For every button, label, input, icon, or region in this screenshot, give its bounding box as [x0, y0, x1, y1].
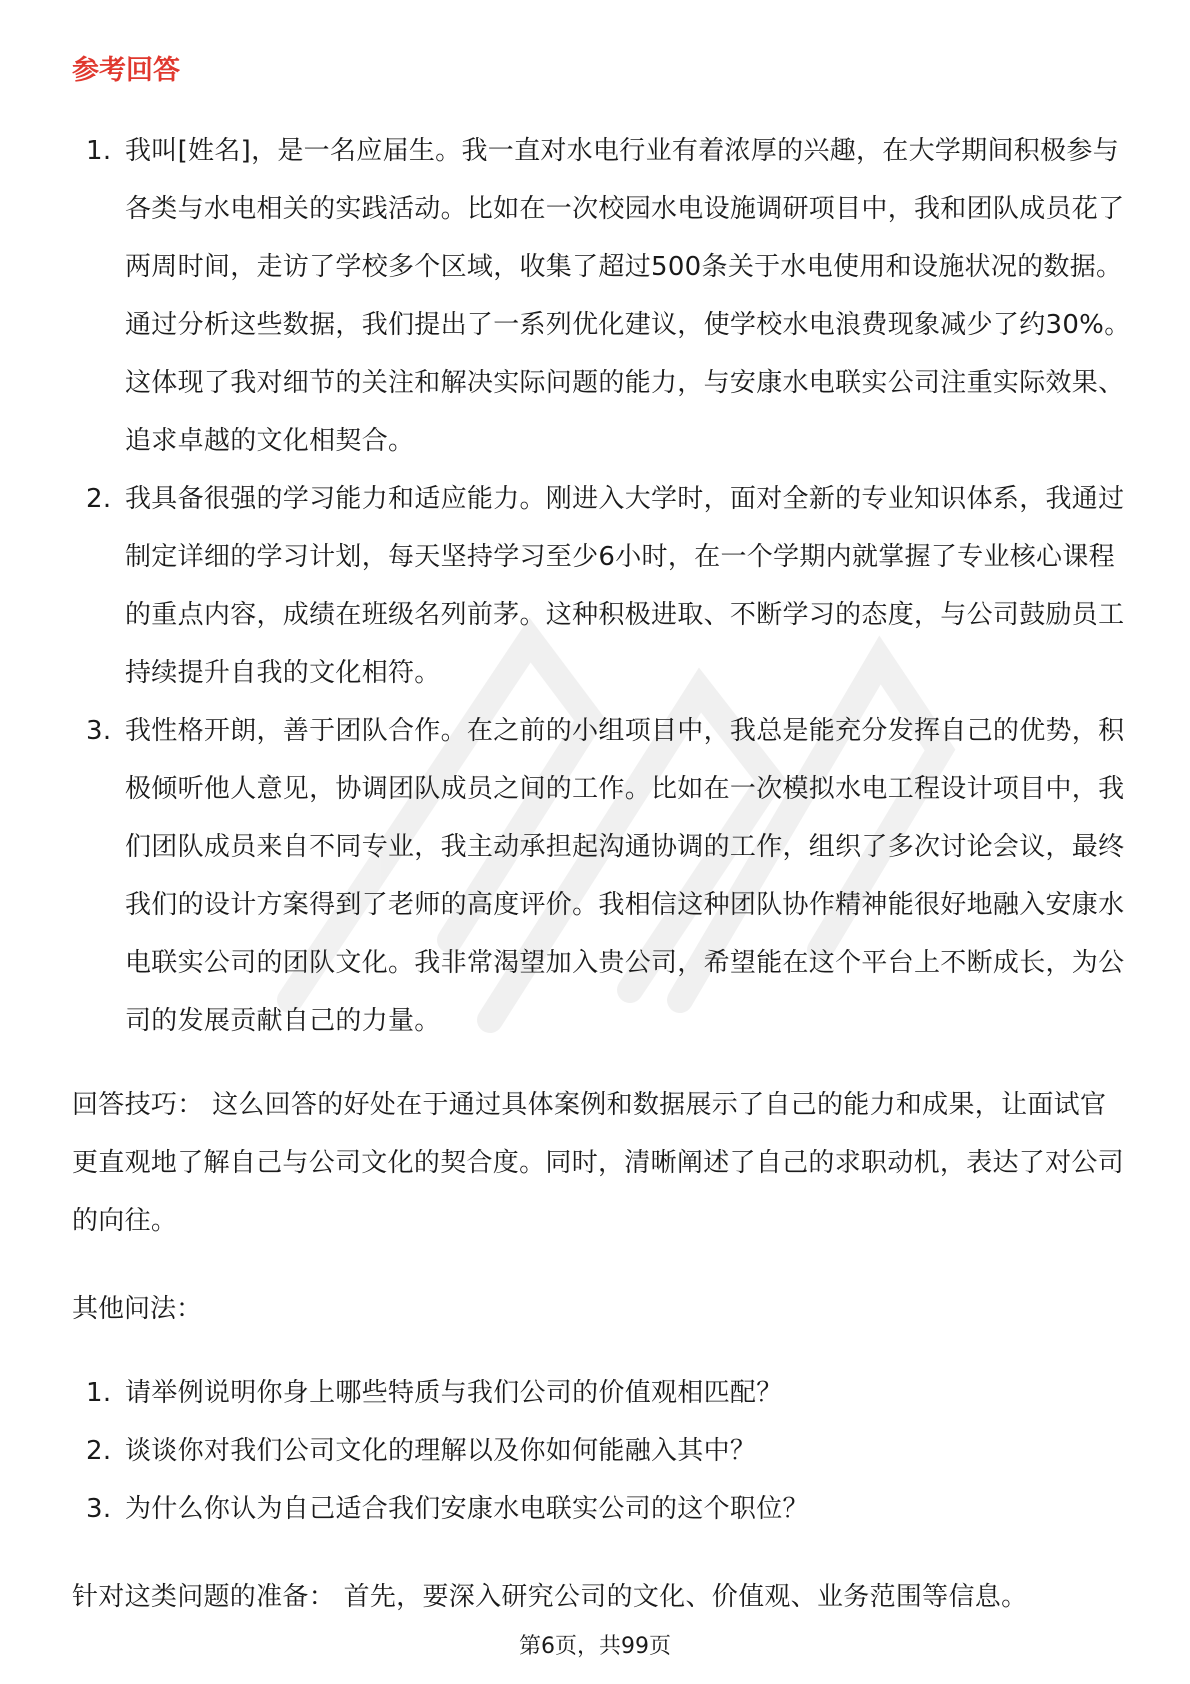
answer-item-3 — [72, 702, 1132, 1050]
answer-item-number: 1. — [86, 136, 112, 166]
answer-item-1 — [72, 122, 1132, 470]
other-question-text: 请举例说明你身上哪些特质与我们公司的价值观相匹配？ — [125, 1378, 783, 1408]
other-questions-list — [72, 1364, 1132, 1538]
answer-item-2 — [72, 470, 1132, 702]
other-question-number: 2. — [86, 1436, 112, 1466]
section-title: 参考回答 — [72, 55, 180, 86]
other-question-2 — [72, 1422, 1132, 1480]
other-question-number: 3. — [86, 1494, 112, 1524]
answer-list — [72, 122, 1132, 1050]
answer-tip-paragraph: 回答技巧： 这么回答的好处在于通过具体案例和数据展示了自己的能力和成果，让面试官更直观地了解自己与公司文化的契合度。同时，清晰阐述了自己的求职动机，表达了对公司的向往。 — [72, 1090, 1125, 1236]
other-question-number: 1. — [86, 1378, 112, 1408]
preparation-paragraph: 针对这类问题的准备： 首先，要深入研究公司的文化、价值观、业务范围等信息。 — [72, 1582, 1028, 1612]
other-question-3 — [72, 1480, 1132, 1538]
answer-item-text: 我具备很强的学习能力和适应能力。刚进入大学时，面对全新的专业知识体系，我通过制定详细的学习计划，每天坚持学习至少6小时，在一个学期内就掌握了专业核心课程的重点内容，成绩在班级名列前茅。这种积极进取、不断学习的态度，与公司鼓励员工持续提升自我的文化相符。 — [125, 484, 1125, 688]
answer-item-number: 3. — [86, 716, 112, 746]
answer-item-text: 我叫[姓名]，是一名应届生。我一直对水电行业有着浓厚的兴趣，在大学期间积极参与各类与水电相关的实践活动。比如在一次校园水电设施调研项目中，我和团队成员花了两周时间，走访了学校多个区域，收集了超过500条关于水电使用和设施状况的数据。通过分析这些数据，我们提出了一系列优化建议，使学校水电浪费现象减少了约30%。这体现了我对细节的关注和解决实际问题的能力，与安康水电联实公司注重实际效果、追求卓越的文化相契合。 — [125, 136, 1131, 456]
other-question-1 — [72, 1364, 1132, 1422]
answer-item-text: 我性格开朗，善于团队合作。在之前的小组项目中，我总是能充分发挥自己的优势，积极倾听他人意见，协调团队成员之间的工作。比如在一次模拟水电工程设计项目中，我们团队成员来自不同专业，我主动承担起沟通协调的工作，组织了多次讨论会议，最终我们的设计方案得到了老师的高度评价。我相信这种团队协作精神能很好地融入安康水电联实公司的团队文化。我非常渴望加入贵公司，希望能在这个平台上不断成长，为公司的发展贡献自己的力量。 — [125, 716, 1125, 1036]
other-question-text: 为什么你认为自己适合我们安康水电联实公司的这个职位？ — [125, 1494, 809, 1524]
other-question-text: 谈谈你对我们公司文化的理解以及你如何能融入其中？ — [125, 1436, 757, 1466]
page-number-footer: 第6页，共99页 — [519, 1634, 671, 1659]
other-questions-title: 其他问法： — [72, 1294, 203, 1324]
answer-item-number: 2. — [86, 484, 112, 514]
